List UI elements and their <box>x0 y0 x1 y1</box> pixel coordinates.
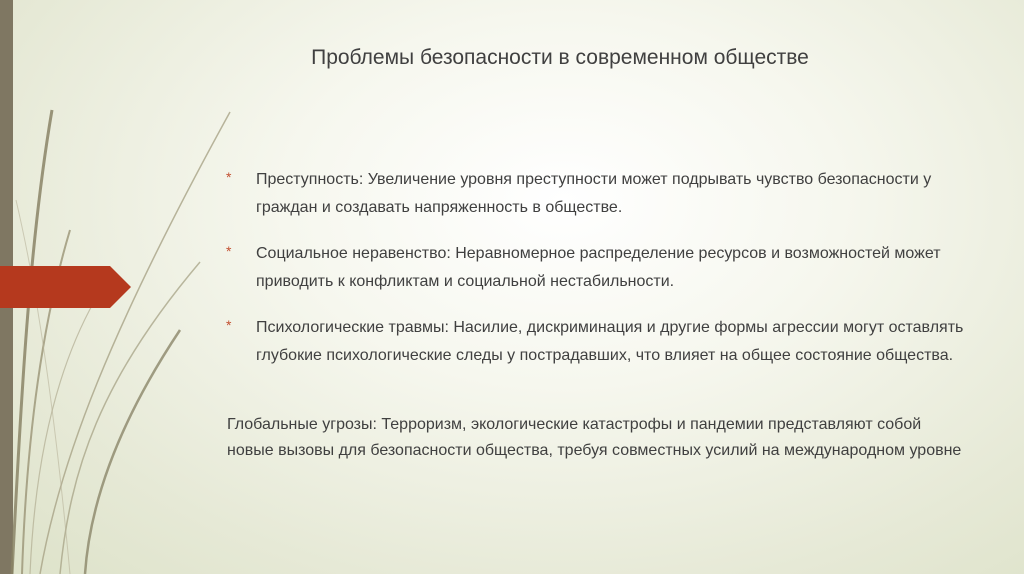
bullet-marker: * <box>226 169 232 185</box>
bullet-marker: * <box>226 243 232 259</box>
bullet-text: Психологические травмы: Насилие, дискриминация и другие формы агрессии могут оставлять глубокие психологические следы у пострадавших, что влияет на общее состояние общества. <box>256 319 964 364</box>
bullet-marker: * <box>226 317 232 333</box>
bullet-text: Преступность: Увеличение уровня преступности может подрывать чувство безопасности у граждан и создавать напряженность в обществе. <box>256 171 932 216</box>
closing-paragraph: Глобальные угрозы: Терроризм, экологические катастрофы и пандемии представляют собой новые вызовы для безопасности общества, требуя совместных усилий на международном уровне <box>227 416 962 459</box>
bullet-text: Социальное неравенство: Неравномерное распределение ресурсов и возможностей может приводить к конфликтам и социальной нестабильности. <box>256 245 941 290</box>
slide-title: Проблемы безопасности в современном обществе <box>311 46 809 69</box>
accent-arrow-tab <box>0 266 131 308</box>
